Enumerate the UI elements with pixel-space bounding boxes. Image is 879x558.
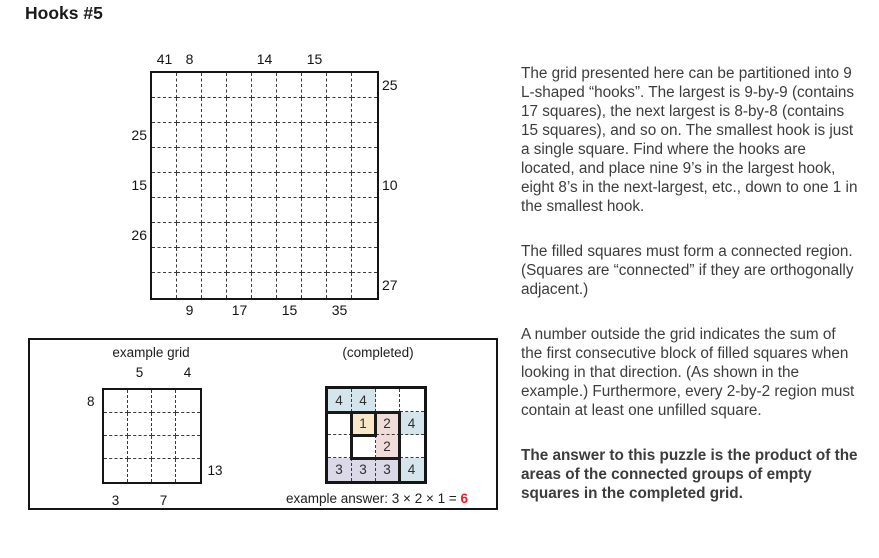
- clue-bottom: 35: [331, 302, 348, 318]
- example-answer-value: 6: [460, 491, 468, 506]
- grid-cell: [302, 98, 327, 123]
- completed-grid-label: (completed): [342, 345, 414, 360]
- grid-cell: [152, 223, 177, 248]
- grid-cell: 4: [352, 389, 376, 412]
- grid-cell: [202, 273, 227, 298]
- grid-cell: [152, 459, 176, 482]
- grid-cell: [202, 173, 227, 198]
- hook-border: [374, 411, 377, 437]
- grid-cell: [352, 248, 377, 273]
- clue-left: 25: [131, 127, 147, 143]
- page-title: Hooks #5: [25, 3, 103, 23]
- instruction-paragraph-2: The filled squares must form a connected region. (Squares are “connected” if they are orthogonally adjacent.): [521, 243, 854, 298]
- grid-cell: [252, 198, 277, 223]
- hook-border: [374, 411, 401, 414]
- grid-cell: [400, 435, 424, 458]
- clue-bottom: 9: [185, 302, 194, 318]
- grid-cell: [152, 98, 177, 123]
- grid-cell: [177, 123, 202, 148]
- grid-cell: 3: [376, 458, 400, 481]
- grid-cell: [328, 412, 352, 435]
- grid-cell: [227, 148, 252, 173]
- grid-cell: [376, 389, 400, 412]
- grid-cell: [152, 73, 177, 98]
- grid-cell: [104, 459, 128, 482]
- grid-cell: [152, 436, 176, 459]
- clue-top: 8: [185, 51, 194, 67]
- grid-cell: [277, 98, 302, 123]
- grid-cell: [252, 148, 277, 173]
- hook-border: [326, 411, 353, 414]
- grid-cell: [327, 148, 352, 173]
- grid-cell: [302, 198, 327, 223]
- grid-cell: 2: [376, 412, 400, 435]
- hook-border: [398, 457, 401, 483]
- grid-cell: [302, 73, 327, 98]
- grid-cell: [152, 390, 176, 413]
- clue-right: 27: [382, 277, 398, 293]
- grid-cell: [104, 436, 128, 459]
- clue-left: 8: [86, 394, 95, 409]
- grid-cell: [327, 98, 352, 123]
- grid-cell: [177, 148, 202, 173]
- example-completed-grid: [325, 386, 427, 484]
- grid-cell: [277, 148, 302, 173]
- clue-top: 15: [306, 51, 323, 67]
- grid-cell: [176, 390, 200, 413]
- grid-cell: [152, 123, 177, 148]
- grid-cell: [227, 98, 252, 123]
- grid-cell: [202, 223, 227, 248]
- grid-cell: [302, 223, 327, 248]
- grid-cell: [277, 248, 302, 273]
- clue-left: 15: [131, 177, 147, 193]
- clue-bottom: 17: [231, 302, 248, 318]
- grid-cell: [104, 390, 128, 413]
- grid-cell: [352, 148, 377, 173]
- grid-cell: [177, 173, 202, 198]
- grid-cell: [352, 435, 376, 458]
- grid-cell: [176, 459, 200, 482]
- grid-cell: [352, 173, 377, 198]
- grid-cell: 4: [328, 389, 352, 412]
- grid-cell: [352, 73, 377, 98]
- grid-cell: [277, 173, 302, 198]
- grid-cell: [252, 248, 277, 273]
- grid-cell: [177, 73, 202, 98]
- grid-cell: [177, 223, 202, 248]
- clue-top: 4: [183, 365, 192, 380]
- hook-border: [350, 434, 353, 460]
- grid-cell: [328, 435, 352, 458]
- grid-cell: [152, 198, 177, 223]
- clue-right: 25: [382, 77, 398, 93]
- grid-cell: [352, 198, 377, 223]
- grid-cell: 4: [400, 458, 424, 481]
- grid-cell: [252, 223, 277, 248]
- grid-cell: [277, 198, 302, 223]
- grid-cell: 1: [352, 412, 376, 435]
- grid-cell: [252, 73, 277, 98]
- grid-cell: 3: [352, 458, 376, 481]
- example-grid-label: example grid: [112, 345, 190, 360]
- clue-top: 41: [156, 51, 173, 67]
- main-puzzle-grid: [131, 51, 398, 318]
- grid-cell: [277, 73, 302, 98]
- grid-cell: [352, 98, 377, 123]
- clue-bottom: 15: [281, 302, 298, 318]
- grid-cell: [177, 248, 202, 273]
- grid-cell: [277, 273, 302, 298]
- grid-cell: [202, 198, 227, 223]
- grid-cell: [327, 198, 352, 223]
- clue-bottom: 7: [159, 493, 168, 508]
- grid-cell: [177, 198, 202, 223]
- grid-cell: [302, 273, 327, 298]
- example-answer: [277, 491, 477, 506]
- grid-cell: [302, 173, 327, 198]
- grid-cell: [227, 73, 252, 98]
- grid-cell: [227, 273, 252, 298]
- clue-top: 14: [256, 51, 273, 67]
- clue-left: 26: [131, 227, 147, 243]
- example-grid: [86, 365, 223, 508]
- grid-cell: [302, 123, 327, 148]
- grid-cell: [327, 223, 352, 248]
- grid-cell: [327, 73, 352, 98]
- grid-cell: [227, 223, 252, 248]
- example-answer-prefix: example answer: 3 × 2 × 1 =: [286, 491, 461, 506]
- grid-cell: [177, 98, 202, 123]
- instruction-paragraph-3: A number outside the grid indicates the sum of the first consecutive block of filled squares when looking in that direction. (As shown in the example.) Furthermore, every 2-by-2 region must contain at least one unfilled square.: [521, 326, 855, 419]
- grid-cell: [152, 273, 177, 298]
- grid-cell: 3: [328, 458, 352, 481]
- clue-right: 10: [382, 177, 398, 193]
- grid-cell: [152, 148, 177, 173]
- grid-cell: [177, 273, 202, 298]
- grid-cell: [128, 390, 152, 413]
- grid-cell: [302, 148, 327, 173]
- grid-cell: 4: [400, 412, 424, 435]
- instruction-paragraph-answer: The answer to this puzzle is the product of the areas of the connected groups of empty squares in the completed grid.: [521, 447, 858, 502]
- grid-cell: [152, 173, 177, 198]
- grid-cell: [352, 223, 377, 248]
- grid-cell: [128, 459, 152, 482]
- grid-cell: [128, 436, 152, 459]
- instruction-paragraph-1: The grid presented here can be partitioned into 9 L-shaped “hooks”. The largest is 9-by-9 (contains 17 squares), the next largest is 8-by-8 (contains 15 squares), and so on. The smallest hook is just a single square. Find where the hooks are located, and place nine 9’s in the largest hook, eight 8’s in the next-largest, etc., down to one 1 in the smallest hook.: [521, 65, 858, 215]
- grid-cell: [152, 248, 177, 273]
- instructions: [521, 64, 861, 503]
- grid-cell: [202, 148, 227, 173]
- grid-cell: [202, 73, 227, 98]
- clue-right: 13: [207, 463, 223, 478]
- grid-cell: [252, 273, 277, 298]
- hook-border: [350, 457, 377, 460]
- grid-cell: [152, 413, 176, 436]
- grid-cell: [202, 123, 227, 148]
- grid-cell: [227, 123, 252, 148]
- grid-cell: [400, 389, 424, 412]
- grid-cell: [277, 223, 302, 248]
- grid-cell: [176, 413, 200, 436]
- grid-cell: [352, 273, 377, 298]
- grid-cell: [327, 173, 352, 198]
- grid-cell: [327, 248, 352, 273]
- grid-cell: [252, 173, 277, 198]
- grid-cell: [352, 123, 377, 148]
- grid-cell: [176, 436, 200, 459]
- grid-cell: [202, 98, 227, 123]
- grid-cell: [327, 273, 352, 298]
- example-box: [28, 338, 498, 510]
- hook-border: [374, 457, 401, 460]
- grid-cell: [202, 248, 227, 273]
- clue-bottom: 3: [111, 493, 120, 508]
- grid-cell: [128, 413, 152, 436]
- grid-cell: [252, 123, 277, 148]
- grid-cell: [277, 123, 302, 148]
- grid-cell: [227, 173, 252, 198]
- clue-top: 5: [135, 365, 144, 380]
- grid-cell: [302, 248, 327, 273]
- grid-cell: [104, 413, 128, 436]
- grid-cell: 2: [376, 435, 400, 458]
- hook-border: [350, 434, 377, 437]
- grid-cell: [252, 98, 277, 123]
- grid-cell: [327, 123, 352, 148]
- grid-cell: [227, 198, 252, 223]
- hook-border: [350, 411, 377, 414]
- grid-cell: [227, 248, 252, 273]
